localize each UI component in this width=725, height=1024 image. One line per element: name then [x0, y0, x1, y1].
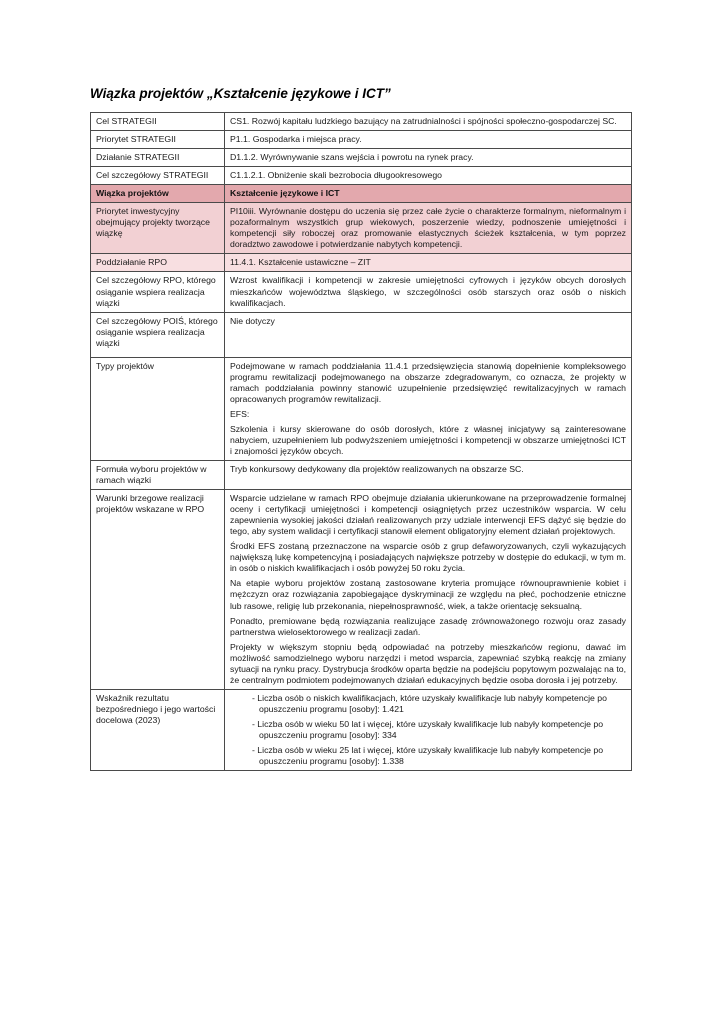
row-label: Cel szczegółowy STRATEGII: [91, 167, 225, 185]
paragraph: Projekty w większym stopniu będą odpowiadać na potrzeby mieszkańców regionu, dawać im możliwość samodzielnego wyboru narzędzi i metod wsparcia, zapewniać szybką reakcję na zmiany sytuacji na rynku pracy. Dystrybucja środków oparta będzie na podejściu popytowym pozwalając na to, że centralnym podmiotem podejmowanych działań edukacyjnych będzie osoba dorosła i jej potrzeby.: [230, 641, 626, 685]
table-row-selection-formula: [91, 460, 632, 489]
paragraph: EFS:: [230, 408, 250, 419]
table-row-rpo-subaction: [91, 254, 632, 272]
row-label: Formuła wyboru projektów w ramach wiązki: [91, 460, 225, 489]
row-value: P1.1. Gospodarka i miejsca pracy.: [225, 131, 632, 149]
project-bundle-table: [90, 112, 632, 771]
row-label: Cel szczegółowy RPO, którego osiąganie wspiera realizacja wiązki: [91, 272, 225, 312]
table-row-investment-priority: [91, 203, 632, 254]
paragraph: Środki EFS zostaną przeznaczone na wsparcie osób z grup defaworyzowanych, czyli wykazujących największą lukę kompetencyjną i posiadających największe potrzeby w dostępie do edukacji, w tym m. in osób o niskich kwalifikacjach i osób powyżej 50 roku życia.: [230, 541, 626, 574]
row-label: Cel STRATEGII: [91, 113, 225, 131]
row-value: CS1. Rozwój kapitału ludzkiego bazujący na zatrudnialności i spójności społeczno-gospodarczej SC.: [225, 113, 632, 131]
row-label: Poddziałanie RPO: [91, 254, 225, 272]
table-row-strategy-priority: [91, 131, 632, 149]
indicator-list: [230, 693, 626, 767]
table-row-project-types: [91, 357, 632, 460]
list-item: - Liczba osób o niskich kwalifikacjach, które uzyskały kwalifikacje lub nabyły kompetencje po opuszczeniu programu [osoby]: 1.421: [252, 692, 607, 714]
row-value-list: [225, 689, 632, 770]
row-value: Wzrost kwalifikacji i kompetencji w zakresie umiejętności cyfrowych i języków obcych dorosłych mieszkańców województwa śląskiego, w szczególności osób starszych oraz osób o niskich kwalifikacjach.: [225, 272, 632, 312]
row-label: Działanie STRATEGII: [91, 149, 225, 167]
row-label: Wiązka projektów: [91, 185, 225, 203]
row-value: Tryb konkursowy dedykowany dla projektów realizowanych na obszarze SC.: [225, 460, 632, 489]
row-value: Nie dotyczy: [225, 312, 632, 357]
row-value: PI10iii. Wyrównanie dostępu do uczenia się przez całe życie o charakterze formalnym, nieformalnym i pozaformalnym wszystkich grup wiekowych, poszerzenie wiedzy, podnoszenie umiejętności i kompetencji siły roboczej oraz promowanie elastycznych ścieżek kształcenia, w tym poprzez doradztwo zawodowe i potwierdzanie nabytych kompetencji.: [225, 203, 632, 254]
row-value: C1.1.2.1. Obniżenie skali bezrobocia długookresowego: [225, 167, 632, 185]
paragraph: Wsparcie udzielane w ramach RPO obejmuje działania ukierunkowane na przeprowadzenie formalnej oceny i certyfikacji umiejętności i kompetencji osiągniętych przez uczestników wsparcia. W celu zapewnienia wysokiej jakości działań realizowanych przy udziale interwencji EFS dążyć się będzie do tego, aby system walidacji i certyfikacji stanowił element obligatoryjny element działań projektowych.: [230, 493, 626, 537]
table-row-strategy-specific-goal: [91, 167, 632, 185]
table-row-boundary-conditions: [91, 490, 632, 690]
row-value: 11.4.1. Kształcenie ustawiczne – ZIT: [225, 254, 632, 272]
section-heading: Wiązka projektów „Kształcenie językowe i ICT”: [90, 86, 391, 101]
table-row-rpo-goal: [91, 272, 632, 312]
row-label: Typy projektów: [91, 357, 225, 460]
row-value: Kształcenie językowe i ICT: [225, 185, 632, 203]
table-row-pois-goal: [91, 312, 632, 357]
paragraph: Ponadto, premiowane będą rozwiązania realizujące zasadę zrównoważonego rozwoju oraz zasady partnerstwa wielosektorowego w realizacji zadań.: [230, 615, 626, 637]
row-label: Warunki brzegowe realizacji projektów wskazane w RPO: [91, 490, 225, 690]
paragraph: Na etapie wyboru projektów zostaną zastosowane kryteria promujące równouprawnienie kobiet i mężczyzn oraz rozwiązania zapobiegające dyskryminacji ze względu na płeć, pochodzenie etniczne lub rasowe, religię lub przekonania, niepełnosprawność, wiek, a także orientację seksualną.: [230, 578, 626, 611]
row-label: Cel szczegółowy POIŚ, którego osiąganie wspiera realizacja wiązki: [91, 312, 225, 357]
table-row-strategy-action: [91, 149, 632, 167]
row-label: Priorytet inwestycyjny obejmujący projekty tworzące wiązkę: [91, 203, 225, 254]
row-value-paragraphs: [225, 490, 632, 690]
row-value: D1.1.2. Wyrównywanie szans wejścia i powrotu na rynek pracy.: [225, 149, 632, 167]
list-item: - Liczba osób w wieku 50 lat i więcej, które uzyskały kwalifikacje lub nabyły kompetencje po opuszczeniu programu [osoby]: 334: [252, 718, 604, 740]
row-label: Wskaźnik rezultatu bezpośredniego i jego wartości docelowa (2023): [91, 689, 225, 770]
table-row-project-bundle: [91, 185, 632, 203]
list-item: - Liczba osób w wieku 25 lat i więcej, które uzyskały kwalifikacje lub nabyły kompetencje po opuszczeniu programu [osoby]: 1.338: [252, 745, 604, 767]
table-row-strategy-goal: [91, 113, 632, 131]
paragraph: Szkolenia i kursy skierowane do osób dorosłych, które z własnej inicjatywy są zainteresowane nabyciem, uzupełnieniem lub podwyższeniem umiejętności i kompetencji w obszarze umiejętności ICT i znajomości języków obcych.: [230, 423, 626, 456]
row-value-paragraphs: [225, 357, 632, 460]
table-row-result-indicator: [91, 689, 632, 770]
row-label: Priorytet STRATEGII: [91, 131, 225, 149]
paragraph: Podejmowane w ramach poddziałania 11.4.1 przedsięwzięcia stanowią dopełnienie kompleksowego programu rewitalizacji podejmowanego na obszarze zdegradowanym, co oznacza, że projekty w ramach poddziałania powinny stanowić uzupełnienie przedsięwzięć rewitalizacyjnych w ramach opracowanych programów rewitalizacji.: [230, 360, 626, 404]
